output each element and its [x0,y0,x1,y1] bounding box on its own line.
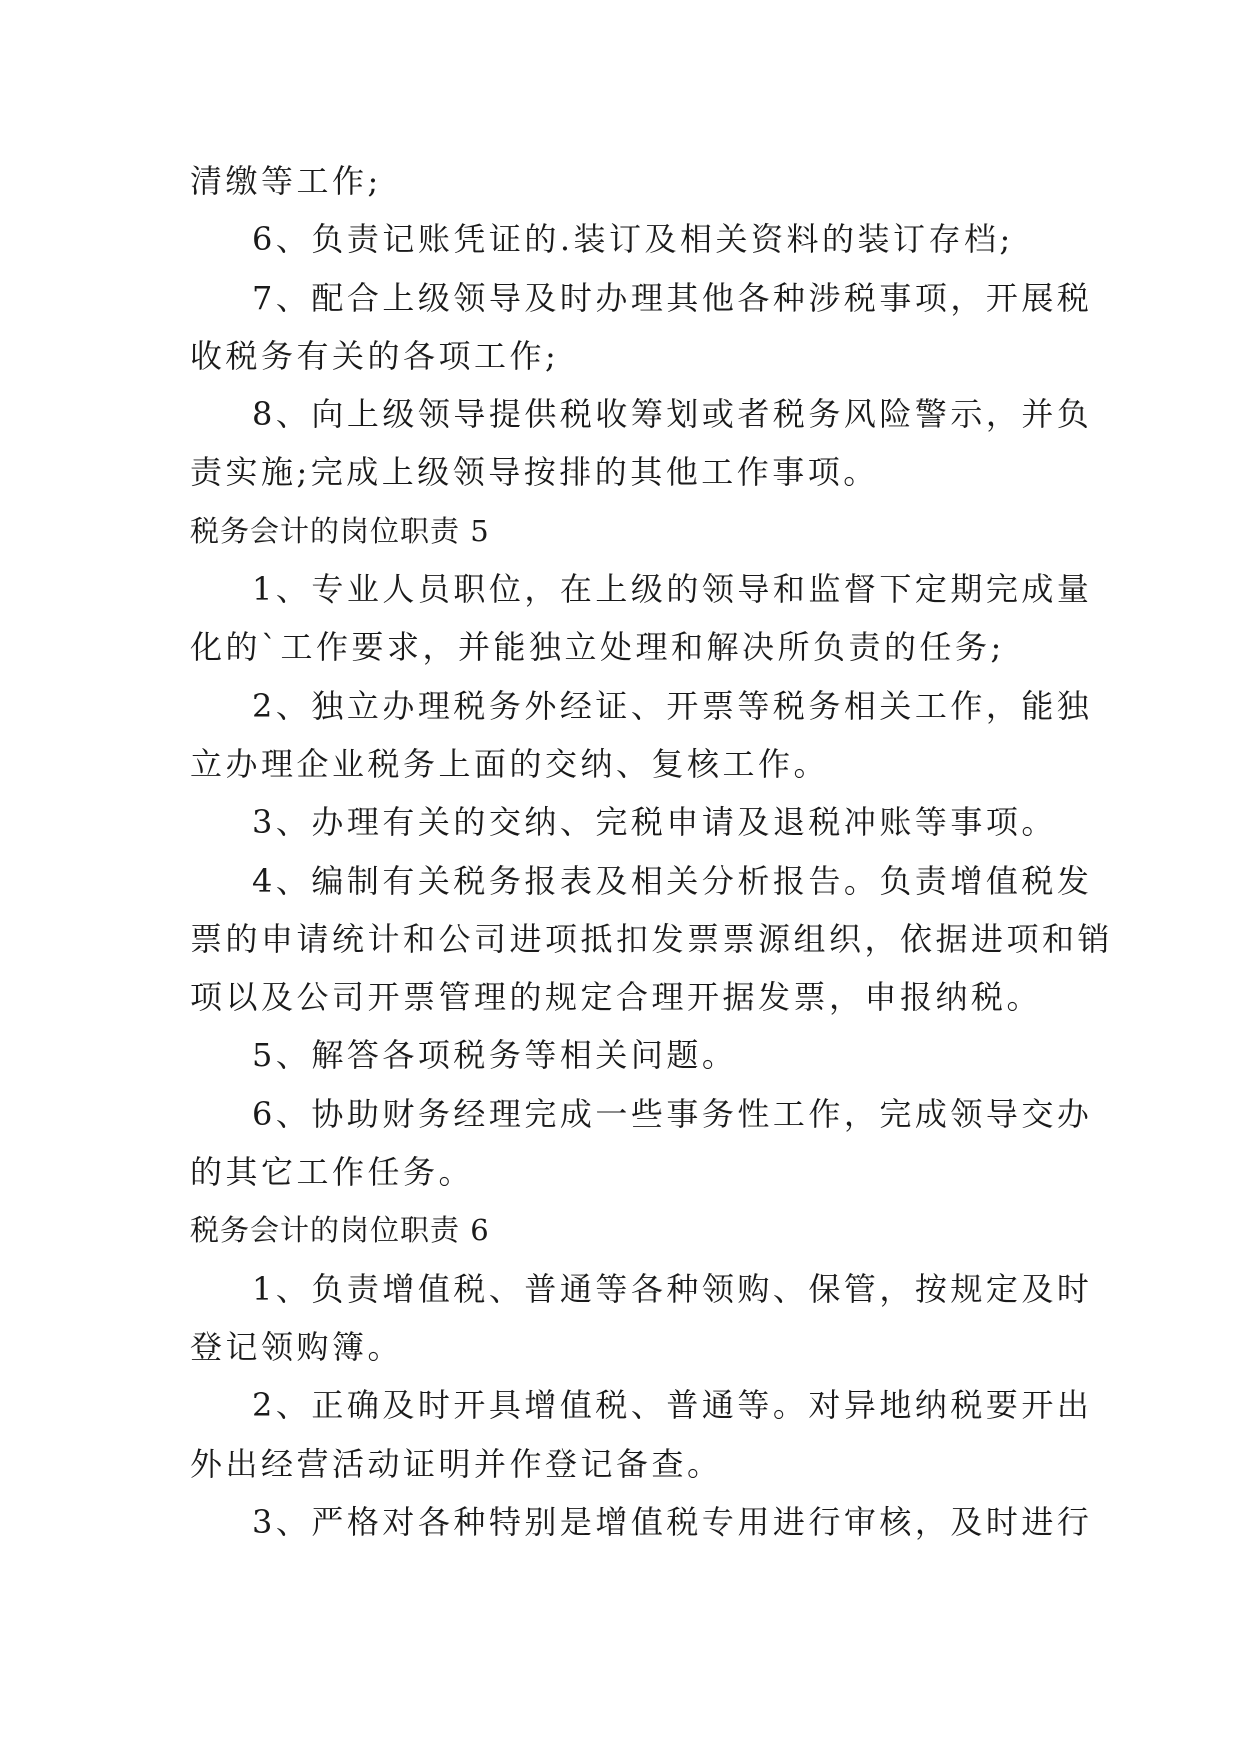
paragraph-line: 6、负责记账凭证的.装订及相关资料的装订存档; [252,220,1014,259]
paragraph-line: 8、向上级领导提供税收筹划或者税务风险警示，并负 [252,395,1093,434]
paragraph-line: 2、独立办理税务外经证、开票等税务相关工作，能独 [252,686,1093,725]
paragraph-line: 1、负责增值税、普通等各种领购、保管，按规定及时 [252,1269,1093,1308]
paragraph-line: 的其它工作任务。 [190,1153,475,1192]
paragraph-line: 清缴等工作; [190,162,382,200]
paragraph-line: 6、协助财务经理完成一些事务性工作，完成领导交办 [252,1094,1093,1133]
paragraph-line: 5、解答各项税务等相关问题。 [252,1036,738,1075]
paragraph-line: 化的`工作要求，并能独立处理和解决所负责的任务; [190,628,1005,667]
paragraph-line: 2、正确及时开具增值税、普通等。对异地纳税要开出 [252,1386,1093,1425]
paragraph-line: 登记领购簿。 [190,1327,404,1366]
paragraph-line: 7、配合上级领导及时办理其他各种涉税事项，开展税 [252,278,1093,317]
paragraph-line: 外出经营活动证明并作登记备查。 [190,1444,723,1483]
paragraph-line: 立办理企业税务上面的交纳、复核工作。 [190,744,830,783]
paragraph-line: 票的申请统计和公司进项抵扣发票票源组织，依据进项和销 [190,919,1114,958]
paragraph-line: 收税务有关的各项工作; [190,336,560,375]
section-heading: 税务会计的岗位职责 6 [190,1213,490,1248]
document-body [190,152,1114,1551]
paragraph-line: 项以及公司开票管理的规定合理开据发票，申报纳税。 [190,978,1043,1017]
section-heading: 税务会计的岗位职责 5 [190,513,490,548]
paragraph-line: 3、办理有关的交纳、完税申请及退税冲账等事项。 [252,803,1057,842]
paragraph-line: 4、编制有关税务报表及相关分析报告。负责增值税发 [252,861,1093,900]
paragraph-line: 1、专业人员职位，在上级的领导和监督下定期完成量 [252,570,1093,609]
paragraph-line: 责实施;完成上级领导按排的其他工作事项。 [190,453,879,492]
paragraph-line: 3、严格对各种特别是增值税专用进行审核，及时进行 [252,1502,1093,1541]
